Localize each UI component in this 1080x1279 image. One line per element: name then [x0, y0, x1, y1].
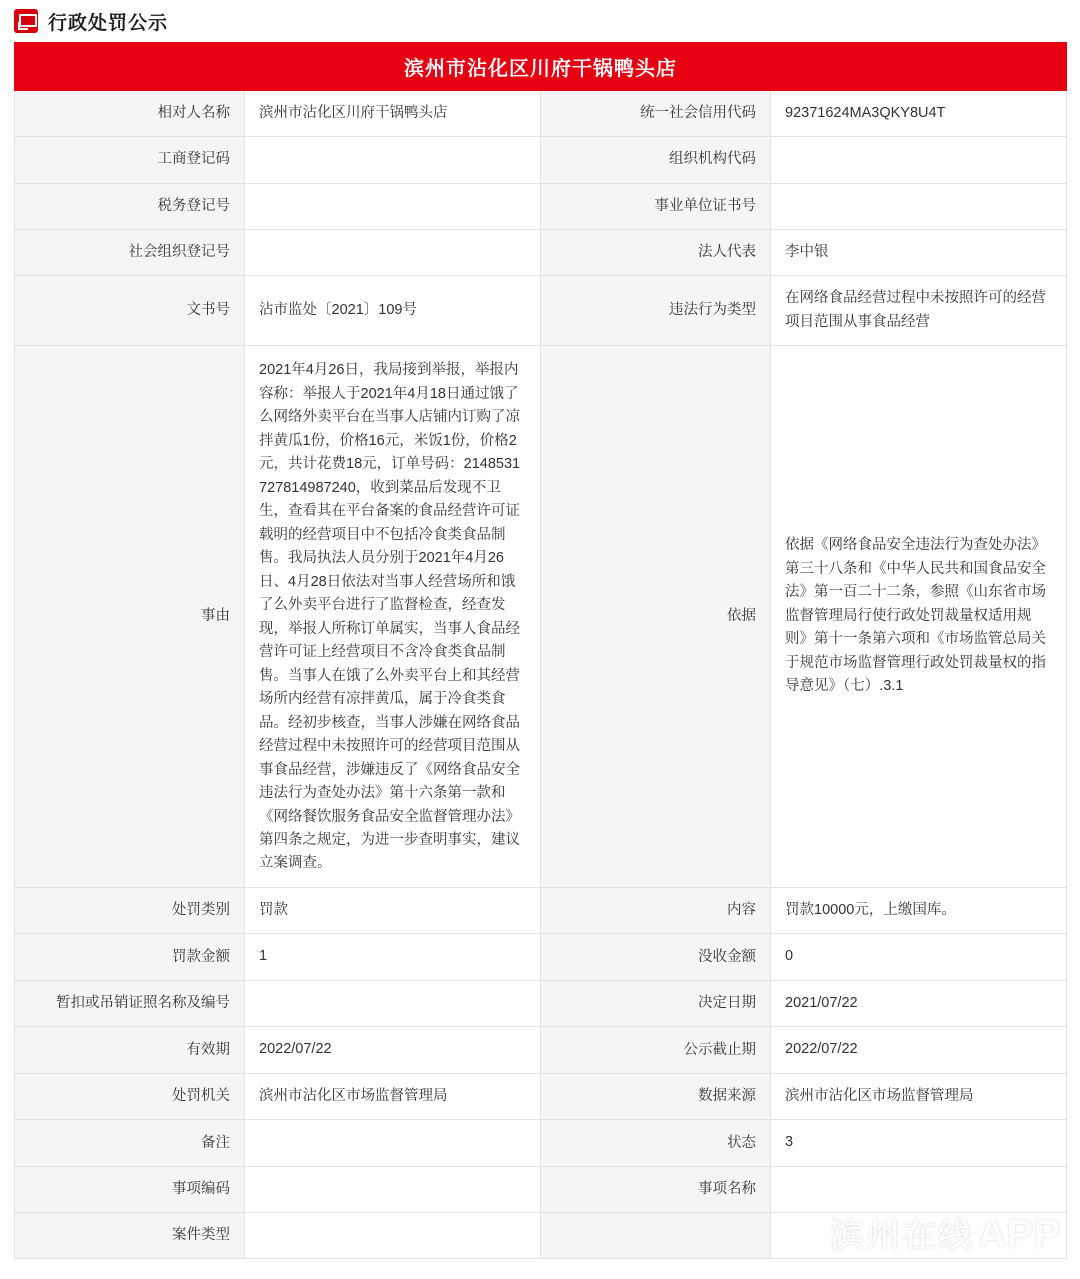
table-row: [15, 183, 1067, 229]
row-label: 依据: [541, 346, 771, 888]
table-row: [15, 1027, 1067, 1073]
row-value: 滨州市沾化区市场监督管理局: [245, 1073, 541, 1119]
announcement-icon: [14, 9, 38, 33]
table-row: [15, 229, 1067, 275]
row-label: 社会组织登记号: [15, 229, 245, 275]
table-row: [15, 934, 1067, 980]
watermark-text: 滨州在线: [829, 1217, 974, 1256]
row-label: 内容: [541, 887, 771, 933]
table-row: [15, 1166, 1067, 1212]
row-label: 决定日期: [541, 980, 771, 1026]
row-value: [245, 137, 541, 183]
table-row: [15, 137, 1067, 183]
row-label: 罚款金额: [15, 934, 245, 980]
row-label: 事项编码: [15, 1166, 245, 1212]
row-label: 备注: [15, 1120, 245, 1166]
row-label: 暂扣或吊销证照名称及编号: [15, 980, 245, 1026]
row-value: [245, 1213, 541, 1259]
row-value: 罚款10000元，上缴国库。: [771, 887, 1067, 933]
row-value: [771, 1213, 1067, 1259]
watermark-app-label: APP: [977, 1212, 1060, 1257]
row-value: 沾市监处〔2021〕109号: [245, 276, 541, 346]
row-label: [541, 1213, 771, 1259]
document-body: [0, 42, 1080, 1279]
penalty-table: [14, 42, 1067, 1259]
row-value-reason: 2021年4月26日，我局接到举报，举报内容称：举报人于2021年4月18日通过饿了么网络外卖平台在当事人店铺内订购了凉拌黄瓜1份，价格16元，米饭1份，价格2元，共计花费18元，订单号码：2148531727814987240，收到菜品后发现不卫生，查看其在平台备案的食品经营许可证载明的经营项目中不包括冷食类食品制售。我局执法人员分别于2021年4月26日、4月28日依法对当事人经营场所和饿了么外卖平台进行了监督检查，经查发现，举报人所称订单属实，当事人食品经营许可证上经营项目不含冷食类食品制售。当事人在饿了么外卖平台上和其经营场所内经营有凉拌黄瓜，属于冷食类食品。经初步核查，当事人涉嫌在网络食品经营过程中未按照许可的经营项目范围从事食品经营，涉嫌违反了《网络食品安全违法行为查处办法》第十六条第一款和《网络餐饮服务食品安全监督管理办法》第四条之规定，为进一步查明事实，建议立案调查。: [245, 346, 541, 888]
row-label: 没收金额: [541, 934, 771, 980]
row-value: [771, 1166, 1067, 1212]
row-value: 滨州市沾化区市场监督管理局: [771, 1073, 1067, 1119]
row-value: 1: [245, 934, 541, 980]
row-value: 李中银: [771, 229, 1067, 275]
row-label: 数据来源: [541, 1073, 771, 1119]
row-value: [245, 980, 541, 1026]
row-label: 有效期: [15, 1027, 245, 1073]
row-value-basis: 依据《网络食品安全违法行为查处办法》第三十八条和《中华人民共和国食品安全法》第一百二十二条，参照《山东省市场监督管理局行使行政处罚裁量权适用规则》第十一条第六项和《市场监管总局关于规范市场监督管理行政处罚裁量权的指导意见》（七）.3.1: [771, 346, 1067, 888]
row-label: 法人代表: [541, 229, 771, 275]
row-label: 状态: [541, 1120, 771, 1166]
page-header: [0, 0, 1080, 42]
row-value: [771, 137, 1067, 183]
table-row: [15, 276, 1067, 346]
table-row-reason: [15, 346, 1067, 888]
table-row: [15, 980, 1067, 1026]
row-value: 92371624MA3QKY8U4T: [771, 91, 1067, 137]
table-row: [15, 91, 1067, 137]
row-label: 公示截止期: [541, 1027, 771, 1073]
row-value: 2022/07/22: [771, 1027, 1067, 1073]
table-row: [15, 1213, 1067, 1259]
row-value: 2022/07/22: [245, 1027, 541, 1073]
row-label: 事业单位证书号: [541, 183, 771, 229]
row-label: 税务登记号: [15, 183, 245, 229]
table-banner-row: [15, 43, 1067, 91]
row-value: [771, 183, 1067, 229]
entity-name-banner: 滨州市沾化区川府干锅鸭头店: [15, 43, 1067, 91]
row-label: 组织机构代码: [541, 137, 771, 183]
row-value: [245, 1166, 541, 1212]
row-label: 事项名称: [541, 1166, 771, 1212]
page-title: 行政处罚公示: [48, 12, 169, 34]
row-label: 文书号: [15, 276, 245, 346]
row-label: 工商登记码: [15, 137, 245, 183]
row-label: 相对人名称: [15, 91, 245, 137]
row-label: 处罚机关: [15, 1073, 245, 1119]
row-label: 案件类型: [15, 1213, 245, 1259]
table-row: [15, 1120, 1067, 1166]
row-value: 在网络食品经营过程中未按照许可的经营项目范围从事食品经营: [771, 276, 1067, 346]
row-value: 2021/07/22: [771, 980, 1067, 1026]
row-value: [245, 183, 541, 229]
row-value: [245, 1120, 541, 1166]
row-label: 统一社会信用代码: [541, 91, 771, 137]
row-label: 处罚类别: [15, 887, 245, 933]
row-value: [245, 229, 541, 275]
row-value: 罚款: [245, 887, 541, 933]
row-label: 违法行为类型: [541, 276, 771, 346]
table-row: [15, 887, 1067, 933]
row-value: 3: [771, 1120, 1067, 1166]
row-value: 0: [771, 934, 1067, 980]
table-row: [15, 1073, 1067, 1119]
row-value: 滨州市沾化区川府干锅鸭头店: [245, 91, 541, 137]
row-label: 事由: [15, 346, 245, 888]
